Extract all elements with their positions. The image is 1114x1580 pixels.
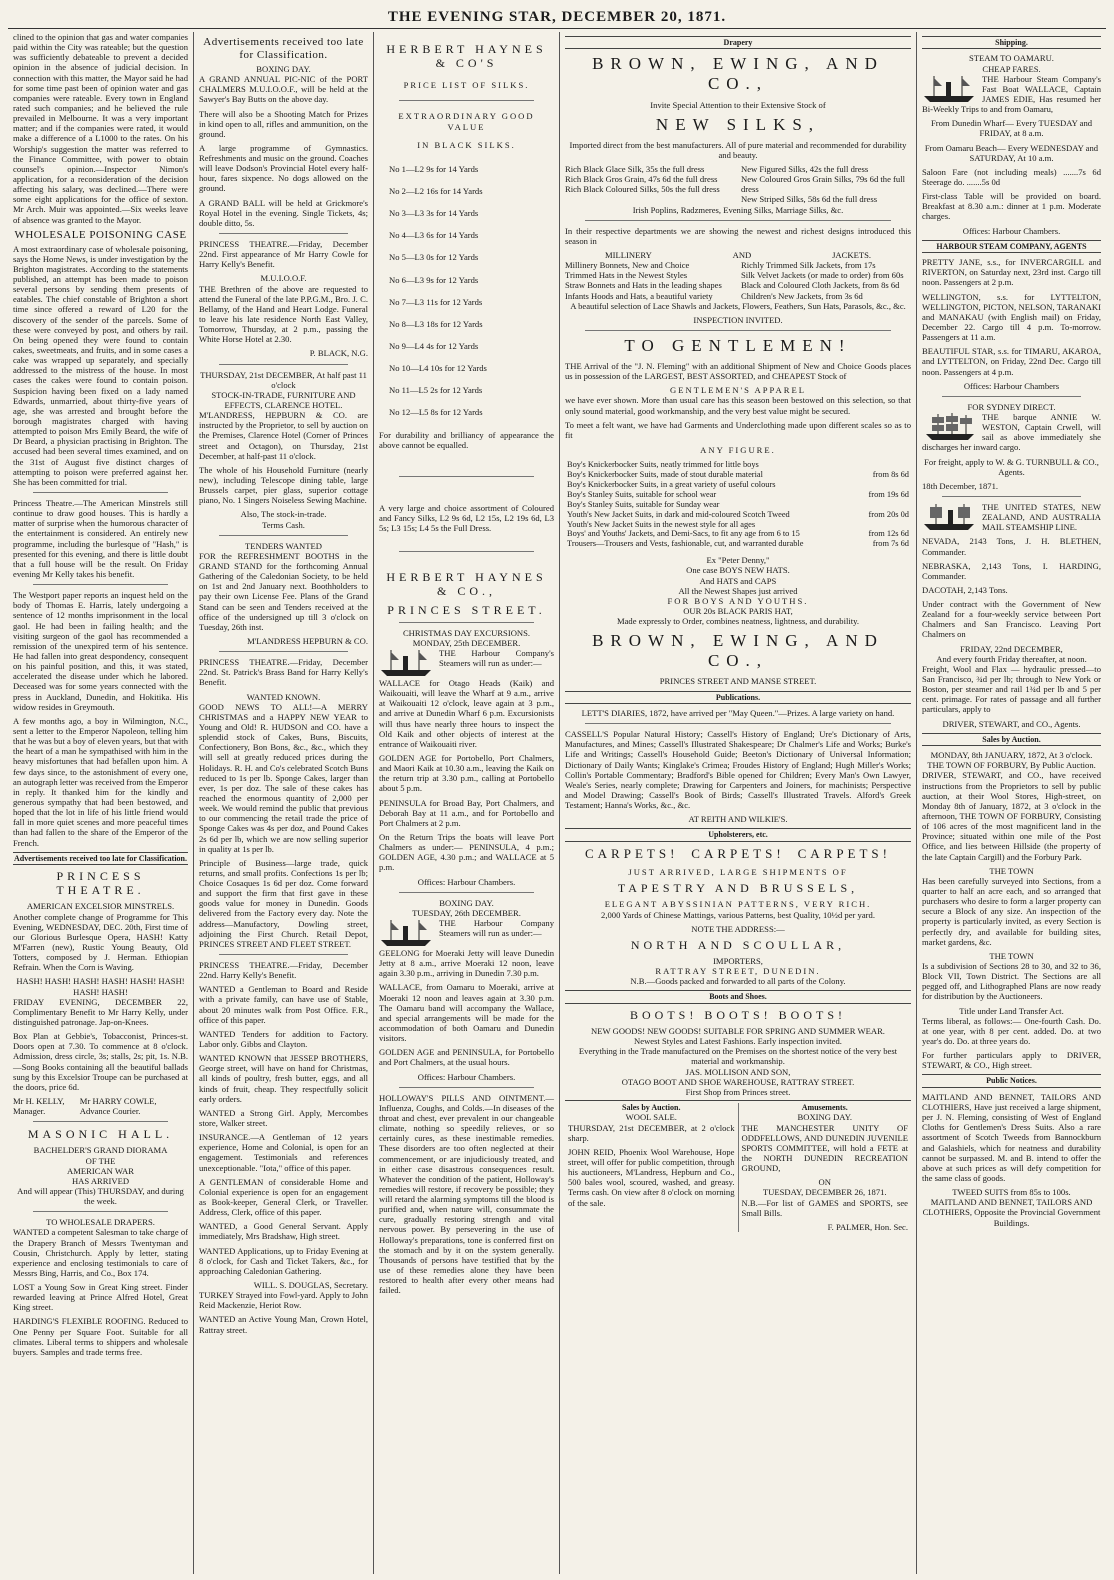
- ad-title: BOOTS! BOOTS! BOOTS!: [629, 1007, 846, 1022]
- ad-text: THE barque ANNIE W. WESTON, Captain Crwell, will sail as above immediately she discharges her inward cargo.: [922, 411, 1101, 453]
- suit-price: from 20s 0d: [868, 509, 909, 519]
- column-3: [374, 32, 560, 1574]
- ad-text: WANTED KNOWN that JESSEP BROTHERS, George street, will have on hand for Christmas, all kinds of poultry, fresh butter, eggs, and all kinds of fruit, cheap. They respectfully solicit early orders.: [199, 1053, 368, 1104]
- ad-text: And every fourth Friday thereafter, at noon.: [936, 653, 1087, 664]
- ad-text: Newest Styles and Latest Fashions. Early inspection invited.: [634, 1036, 842, 1047]
- ad-title: FOR BOYS AND YOUTHS.: [667, 595, 809, 606]
- divider: [399, 1087, 534, 1088]
- list-item: Rich Black Gros Grain, 47s 6d the full dress: [565, 174, 718, 185]
- ad-text: There will also be a Shooting Match for Prizes in kind open to all, rifles and ammunition, on the ground.: [199, 108, 368, 139]
- ad-text: MAITLAND AND BENNET, TAILORS AND CLOTHIERS, Have just received a large shipment, per J. N. Fleming, consisting of West of England Cloths for Gentlemen's Dress Suits. Also a rare assortment of Scotch Tweeds from Bannockburn and Galashiels, which for neatness and durability cannot be surpassed. M. and B. intend to offer the above at such prices as will defy competition for the same class of goods.: [922, 1091, 1101, 1183]
- ad-text: HARDING'S FLEXIBLE ROOFING. Reduced to One Penny per Square Foot. Suitable for all climates. Liberal terms to shippers and wholesale buyers. Samples and trade terms free.: [13, 1316, 188, 1357]
- suit-price: [857, 500, 911, 510]
- ad-text: JACKETS.: [832, 249, 871, 260]
- ad-text: Under contract with the Government of New Zealand for a four-weekly service between Port Chalmers and San Francisco. Leaving Port Chalmers on: [922, 599, 1101, 640]
- ad-text: OUR 20s BLACK PARIS HAT,: [683, 606, 793, 616]
- article-text: The Westport paper reports an inquest held on the body of Thomas E. Harris, lately undergoing a sentence of 12 months imprisonment in the local gaol. He had been in failing health; and the visiting surgeon of the gaol has recommended a remission of the unexpired term of his sentence. He had fallen into great despondency, consequent on his painful position, and this, it was stated, accelerated the disease under which he labored. Deceased was for some years connected with the press in Auckland, Dunedin, and Hokitika. His widow resides in Greymouth.: [13, 590, 188, 712]
- column-1: [8, 32, 194, 1574]
- ad-text: THE Arrival of the "J. N. Fleming" with an additional Shipment of New and Choice Goods places us in possession of the LARGEST, BEST ASSORTED, and CHEAPEST Stock of: [565, 361, 911, 382]
- ad-title: STOCK-IN-TRADE, FURNITURE AND EFFECTS, CLARENCE HOTEL.: [211, 389, 356, 411]
- ad-text: NEW GOODS! NEW GOODS! SUITABLE FOR SPRING AND SUMMER WEAR.: [591, 1026, 885, 1037]
- list-item: Rich Black Coloured Silks, 50s the full dress: [565, 184, 720, 195]
- table-row: [565, 490, 911, 500]
- ad-text: TURKEY Strayed into Fowl-yard. Apply to John Reid Mackenzie, Heriot Row.: [199, 1290, 368, 1311]
- carpets-row: [565, 846, 911, 861]
- ad-text: FRIDAY EVENING, DECEMBER 22, Complimentary Benefit to Mr Harry Kelly, under distinguished patronage. Jap-on-Knees.: [13, 996, 188, 1027]
- ad-text: Imported direct from the best manufacturers. All of pure material and recommended for durability and beauty.: [569, 139, 907, 160]
- ad-text: WANTED a Strong Girl. Apply, Mercombes store, Walker street.: [199, 1107, 368, 1129]
- ad-text: From Dunedin Wharf— Every TUESDAY and FRIDAY, at 8 a.m.: [930, 118, 1093, 139]
- suit-description: Boy's Stanley Suits, suitable for school wear: [567, 489, 717, 499]
- ad-title: CARPETS!: [691, 845, 785, 861]
- ad-text: NEVADA, 2143 Tons, J. H. BLETHEN, Commander.: [922, 536, 1101, 557]
- divider: [942, 396, 1081, 397]
- ad-text: LOST a Young Sow in Great King street. Finder rewarded leaving at Prince Alfred Hotel, Great King street.: [13, 1282, 188, 1313]
- ad-text: Offices: Harbour Chambers.: [417, 876, 516, 887]
- ad-text: Title under Land Transfer Act.: [959, 1005, 1064, 1016]
- ad-text: HASH! HASH! HASH! HASH! HASH! HASH! HASH! HASH!: [16, 976, 185, 997]
- ad-text: BACHELDER'S GRAND DIORAMA: [33, 1145, 168, 1156]
- ad-text: For further particulars apply to DRIVER, STEWART, & CO., High street.: [922, 1050, 1101, 1071]
- ad-text: DRIVER, STEWART, and CO., have received instructions from the Proprietors to sell by public auction, at their Wool Stores, High-street, on Monday 8th of January, 1872, at 3 o'clock in the afternoon, THE TOWN OF FORBURY, Consisting of 106 acres of the most magnificent land in the Province; situated within one mile of the Post Office, and lies between Hillside (the property of the late Captain Cargill) and the Forbury Park.: [922, 770, 1101, 862]
- divider: [219, 535, 348, 536]
- ad-text: RATTRAY STREET, DUNEDIN.: [655, 966, 821, 977]
- divider: [399, 551, 534, 552]
- ad-title: TO GENTLEMEN!: [624, 335, 852, 355]
- ad-text: WANTED a Gentleman to Board and Reside with a private family, can have use of Stable, about 20 minutes walk from Post Office. F.R., office of this paper.: [199, 984, 368, 1025]
- ad-title: BROWN, EWING, AND CO.,: [592, 54, 884, 94]
- ad-text: IMPORTERS,: [713, 956, 763, 966]
- ad-text: BEAUTIFUL STAR, s.s. for TIMARU, AKAROA, and LYTTELTON, on Friday, 22nd Dec. Cargo till noon. Passengers at 4 p.m.: [922, 346, 1101, 377]
- ad-text: Ex "Peter Denny,": [706, 555, 770, 566]
- ad-title: IN BLACK SILKS.: [417, 139, 516, 150]
- ad-text: Is a subdivision of Sections 28 to 30, and 32 to 36, Block VII, Town District. The Sections are all pegged off, and Lithographed Plans are now ready for distribution by the Auctioneers.: [922, 961, 1101, 1002]
- article-text: Princess Theatre.—The American Minstrels still continue to draw good houses. This is hardly a matter of surprise when the humorous character of the entertainment is considered. An entirely new programme, including the burlesque of "Hash," is presented for this evening, and there is little doubt that a full house will be the result. On Friday evening Mr Kelly takes his benefit.: [13, 498, 188, 579]
- ad-text: Offices: Harbour Chambers.: [962, 225, 1061, 236]
- ad-signatures: [13, 1096, 188, 1116]
- silk-price-item: No 4—L3 6s for 14 Yards: [389, 230, 479, 241]
- masthead: THE EVENING STAR, DECEMBER 20, 1871.: [8, 6, 1106, 29]
- ad-text: A GENTLEMAN of considerable Home and Colonial experience is open for an engagement as Book-keeper, General Clerk, or Traveller. Address, Clerk, office of this paper.: [199, 1176, 368, 1218]
- ad-title: BOXING DAY.: [439, 897, 494, 908]
- section-head: Sales by Auction.: [622, 1103, 681, 1112]
- ad-title: THE TOWN OF FORBURY, By Public Auction.: [927, 760, 1096, 771]
- ad-text: WELLINGTON, s.s. for LYTTELTON, WELLINGTON, PICTON, NELSON, TARANAKI and MANAKAU (with English mail) on Friday, December 22. Cargo till 4 p.m. To-morrow. Passengers at 11 a.m.: [922, 291, 1101, 343]
- ad-title: HERBERT HAYNES & CO'S: [386, 42, 547, 71]
- suit-price: from 8s 6d: [872, 470, 909, 480]
- bottom-split: [565, 1100, 911, 1232]
- ad-text: AT REITH AND WILKIE'S.: [688, 814, 788, 825]
- ad-text: Made expressly to Order, combines neatness, lightness, and durability.: [616, 616, 860, 627]
- ad-text: THURSDAY, 21st DECEMBER, at 2 o'clock sharp.: [568, 1122, 735, 1143]
- ad-text: Invite Special Attention to their Extensive Stock of: [650, 99, 826, 110]
- table-row: [565, 460, 911, 470]
- ad-text: HAS ARRIVED: [71, 1175, 130, 1186]
- section-head: Amusements.: [801, 1103, 848, 1112]
- ad-text: THURSDAY, 21st DECEMBER, At half past 11 o'clock: [200, 369, 367, 390]
- suit-price: from 19s 6d: [868, 489, 909, 499]
- suits-price-table: [565, 460, 911, 549]
- ad-text: PRINCES STREET AND MANSE STREET.: [659, 676, 817, 687]
- ad-title: HERBERT HAYNES & CO.,: [386, 570, 547, 599]
- ad-text: WANTED Tenders for addition to Factory. Labor only. Gibbs and Clayton.: [199, 1028, 368, 1050]
- ad-title: STEAM TO OAMARU.: [969, 53, 1054, 64]
- article-text: clined to the opinion that gas and water companies paid within the City was rateable; but the question was sufficiently debateable to prevent a decided opinion in the absence of judicial decision. In connection with this matter, the Mayor said he had for some time past been of opinion water and gas companies were rateable. Every town in England rated such companies; and he believed the rule prevailed in Melbourne. It was a very important matter; and if the companies were rated, it would make a difference of a L1000 to the rates. On his Worship's suggestion the matter was referred to the Finance Committee, with power to obtain counsel's opinion.—Inspector Nimon's application, for a reconsideration of the decision affecting his salary, was declined.—There were some eight applications for the office of sexton. Mr Arch. Muir was appointed.—Six weeks leave of absence was granted to the Mayor.: [13, 32, 188, 225]
- ad-title: WOOL SALE.: [625, 1112, 677, 1123]
- ad-text: Mr HARRY COWLE, Advance Courier.: [79, 1095, 157, 1117]
- ad-text: PRETTY JANE, s.s., for INVERCARGILL and RIVERTON, on Saturday next, 23rd inst. Cargo till noon. Passengers at 2 p.m.: [922, 257, 1101, 288]
- list-item: Straw Bonnets and Hats in the leading shapes: [565, 280, 722, 291]
- ad-text: TUESDAY, DECEMBER 26, 1871.: [762, 1187, 887, 1198]
- column-4: [560, 32, 917, 1574]
- silk-price-item: No 2—L2 16s for 14 Yards: [389, 186, 483, 197]
- silk-price-item: No 7—L3 11s for 12 Yards: [389, 296, 483, 307]
- ad-text: Terms liberal, as follows:— One-fourth Cash. Do. at one year, with 8 per cent. added. Do. at two year's do. Do. at three years do.: [922, 1015, 1101, 1046]
- table-row: [565, 470, 911, 480]
- table-row: [565, 529, 911, 539]
- suit-description: Boy's Knickerbocker Suits, neatly trimmed for little boys: [567, 460, 759, 470]
- ad-title: CHEAP FARES.: [982, 63, 1041, 74]
- suit-description: Boy's Knickerbocker Suits, in a great variety of useful colours: [567, 479, 776, 489]
- ad-text: GEELONG for Moeraki Jetty will leave Dunedin Jetty at 8 a.m., arrive Moeraki 12 noon, leave again 3.30 p.m., arriving in Dunedin 7.30 p.m.: [379, 947, 554, 979]
- ad-text: A large programme of Gymnastics. Refreshments and music on the ground. Coaches will leave Dodson's Provincial Hotel every half-hour, fares sixpence. No dogs allowed on the ground.: [199, 142, 368, 194]
- ad-text: M'LANDRESS, HEPBURN & CO. are instructed by the Proprietor, to sell by auction on the Premises, Clarence Hotel (Corner of Princes street and Octagon), on Thursday, 21st December, at half-past 11 o'clock.: [199, 410, 368, 461]
- list-item: Black and Coloured Cloth Jackets, from 8s 6d: [741, 280, 900, 291]
- ad-title: NEW SILKS,: [655, 114, 821, 134]
- ad-text: Principle of Business—large trade, quick returns, and small profits. Confections 1s per lb; Choice Cosaques 1s 6d per doz. Come forward and support the firm that first gave in these goods value for money in Dunedin. Goods delivered from the Factory every day. Note the address—Manufactory, Dowling street, adjoining the First Church. Retail Depot, PRINCES STREET AND FLEET STREET.: [199, 857, 368, 949]
- silk-price-item: No 10—L4 10s for 12 Yards: [389, 363, 487, 374]
- millinery-headings: [565, 250, 911, 260]
- column-2: [194, 32, 374, 1574]
- ad-subtitle: AMERICAN EXCELSIOR MINSTRELS.: [26, 901, 175, 912]
- divider: [585, 220, 891, 221]
- ad-title: TO WHOLESALE DRAPERS.: [46, 1217, 155, 1228]
- ad-text: 2,000 Yards of Chinese Mattings, various Patterns, best Quality, 10½d per yard.: [601, 909, 875, 920]
- ad-text: Freight, Wool and Flax — hydraulic pressed—to San Francisco, ¾d per lb; through to New York or Boston, per steamer and rail 1¾d per lb and 5 per cent. primage. For rates of passage and all further particulars, apply to: [922, 663, 1101, 715]
- divider: [942, 496, 1081, 497]
- divider: [219, 233, 348, 234]
- suit-price: [857, 520, 911, 530]
- ad-title: EXTRAORDINARY GOOD VALUE: [398, 111, 535, 132]
- list-item: Rich Black Glace Silk, 35s the full dress: [565, 164, 705, 174]
- ad-text: JUST ARRIVED, LARGE SHIPMENTS OF: [628, 867, 848, 878]
- divider: [399, 100, 534, 101]
- ad-text: A GRAND ANNUAL PIC-NIC of the PORT CHALMERS M.U.I.O.O.F., will be held at the Sawyer's Bay Butts on the above day.: [199, 74, 368, 105]
- ad-text: PRINCESS THEATRE.—Friday, December 22nd. Harry Kelly's Benefit.: [199, 960, 368, 981]
- sales-box: [565, 1103, 739, 1232]
- ad-text: GOLDEN AGE and PENINSULA, for Portobello and Port Chalmers, at the usual hours.: [379, 1047, 554, 1068]
- ad-text: PRINCESS THEATRE.—Friday, December 22nd. First appearance of Mr Harry Cowle for Harry Kelly's Benefit.: [199, 239, 368, 270]
- ad-text: First-class Table will be provided on board. Breakfast at 8.30 a.m.: dinner at 1 p.m. Moderate charges.: [922, 191, 1101, 222]
- ad-signature: M'LANDRESS HEPBURN & CO.: [247, 635, 368, 646]
- silk-price-item: No 5—L3 0s for 12 Yards: [389, 252, 479, 263]
- headline: WHOLESALE POISONING CASE: [14, 228, 187, 241]
- ad-text: JOHN REID, Phoenix Wool Warehouse, Hope street, will offer for public competition, through his auctioneers, M'Landress, Hepburn and Co., 500 bales wool, scoured, washed, and greasy. Terms cash. On view after 8 o'clock on morning of the sale.: [568, 1146, 735, 1208]
- column-5: [917, 32, 1106, 1574]
- ad-text: INSURANCE.—A Gentleman of 12 years experience, Home and Colonial, is open for an engagement. Testimonials and references unexceptionable. "Iota," office of this paper.: [199, 1132, 368, 1173]
- suit-price: [857, 460, 911, 470]
- silk-price-item: No 6—L3 9s for 12 Yards: [389, 274, 479, 285]
- silk-price-item: No 11—L5 2s for 12 Yards: [389, 385, 483, 396]
- silk-price-item: No 3—L3 3s for 14 Yards: [389, 208, 479, 219]
- ad-text: OF THE: [85, 1155, 116, 1166]
- ad-text: we have ever shown. More than usual care has this season been bestowed on this selection, so that only sound material, good workmanship, and the very best value might be secured.: [565, 395, 911, 416]
- divider: [585, 330, 891, 331]
- ad-text: WALLACE for Otago Heads (Kaik) and Waikouaiti, will leave the Wharf at 9 a.m., arrive at Waikouaiti 12 o'clock, leave again at 3 p.m., and arrive at Dunedin Wharf 6 p.m. Excursionists will thus have nearly three hours to inspect the Old Kaik and other objects of interest at the entrance of Waikouaiti river.: [379, 678, 554, 749]
- silk-list-left: [565, 164, 735, 205]
- ad-signature: WILL. S. DOUGLAS, Secretary.: [253, 1279, 368, 1290]
- ad-title: MASONIC HALL.: [27, 1127, 174, 1142]
- ad-text: And HATS and CAPS: [699, 575, 777, 586]
- ad-text: LETT'S DIARIES, 1872, have arrived per "May Queen."—Prizes. A large variety on hand.: [581, 707, 895, 718]
- divider: [399, 892, 534, 893]
- steamship-icon: [922, 502, 978, 532]
- ad-text: MONDAY, 25th DECEMBER.: [412, 637, 521, 648]
- divider: [219, 954, 348, 955]
- table-row: [565, 510, 911, 520]
- ad-text: PRINCESS THEATRE.—Friday, December 22nd. St. Patrick's Brass Band for Harry Kelly's Benefit.: [199, 657, 368, 688]
- section-head: Drapery: [565, 36, 911, 49]
- ad-text: Offices: Harbour Chambers: [963, 380, 1060, 391]
- divider: [585, 723, 891, 724]
- ad-text: All the Newest Shapes just arrived: [678, 585, 798, 596]
- ad-text: ON: [818, 1177, 831, 1188]
- section-head: Upholsterers, etc.: [565, 828, 911, 841]
- ad-title: CHRISTMAS DAY EXCURSIONS.: [402, 627, 531, 638]
- ad-text: THE TOWN: [989, 865, 1034, 876]
- suit-description: Boys' and Youths' Jackets, and Demi-Sacs, to fit any age from 6 to 15: [567, 529, 800, 539]
- divider: [33, 1211, 168, 1212]
- ad-text: FRIDAY, 22nd DECEMBER,: [960, 643, 1063, 654]
- ad-text: THE MANCHESTER UNITY OF ODDFELLOWS, AND DUNEDIN JUVENILE SPORTS COMMITTEE, will hold a FETE at the NORTH DUNEDIN RECREATION GROUND,: [741, 1122, 908, 1174]
- ad-title: TAPESTRY AND BRUSSELS,: [617, 881, 859, 896]
- ad-text: To meet a felt want, we have had Garments and Underclothing made upon different scales so as to fit: [565, 419, 911, 440]
- ad-text: Terms Cash.: [262, 519, 305, 530]
- silk-price-item: No 1—L2 9s for 14 Yards: [389, 163, 479, 174]
- section-head: Shipping.: [922, 36, 1101, 49]
- silk-price-item: No 12—L5 8s for 12 Yards: [389, 407, 483, 418]
- suit-description: Youth's New Jacket Suits in the newest style for all ages: [567, 519, 756, 529]
- steamer-icon: [379, 648, 435, 678]
- suit-description: Boy's Knickerbocker Suits, made of stout durable material: [567, 470, 763, 480]
- ad-text: For freight, apply to W. & G. TURNBULL & CO., Agents.: [924, 456, 1099, 477]
- suit-price: from 12s 6d: [868, 529, 909, 539]
- barque-icon: [922, 412, 978, 442]
- ad-title: PRINCESS THEATRE.: [56, 869, 145, 898]
- ad-text: Another complete change of Programme for This Evening, WEDNESDAY, DEC. 20th, First time of our Glorious Burlesque Opera, HASH! Katty M'Farren (new), Rustic Young Beauty, Old Totters, composed by J. Herman. Ethiopian Refrain. When the Corn is Waving.: [13, 911, 188, 973]
- table-row: [565, 500, 911, 510]
- list-item: Richly Trimmed Silk Jackets, from 17s: [741, 260, 876, 271]
- list-item: Trimmed Hats in the Newest Styles: [565, 270, 688, 281]
- ad-text: THE Brethren of the above are requested to attend the Funeral of the late P.P.G.M., Bro. J. C. Bellamy, of the Hand and Heart Lodge. Funeral to leave his late residence North East Valley, Tomorrow, Thursday, at 2 p.m., passing the White Horse Hotel at 2.30.: [199, 283, 368, 345]
- ad-text: FOR the REFRESHMENT BOOTHS in the GRAND STAND for the forthcoming Annual Gathering of the Caledonian Society, to be held on 1st and 2nd January next. Boothholders to pay their own License Fee. Plans of the Grand Stand can be seen and Tenders received at the office of the undersigned up till 3 o'clock on Tuesday, 26th inst.: [199, 550, 368, 632]
- ad-text: Saloon Fare (not including meals) .......7s 6d Steerage do. .......5s 0d: [922, 166, 1101, 187]
- suit-description: Boy's Stanley Suits, suitable for Sunday wear: [567, 499, 720, 509]
- list-item: New Figured Silks, 42s the full dress: [741, 164, 869, 174]
- ad-text: GOOD NEWS TO ALL!—A MERRY CHRISTMAS and a HAPPY NEW YEAR to Young and Old! R. HUDSON and CO. have a splendid stock of Cakes, Buns, Biscuits, Confectionery, Bon Bons, &c., &c., which they will sell at greatly reduced prices during the Holidays. R. H. and Co's celebrated Scotch Buns reduced to 1s per lb. Sponge Cakes, larger than ever, 1s per doz. The sale of these cakes has reached the enormous quantity of 2,000 per week. We would remind the public that previous to our commencing the retail trade the price of Sponge Cakes was 4s per doz, and Pound Cakes 2s 6d per lb, which we are now selling superior in quality at 1s per lb.: [199, 701, 368, 854]
- ad-text: On the Return Trips the boats will leave Port Chalmers as under:— PENINSULA, 4 p.m.; GOLDEN AGE, 4.30 p.m.; and WALLACE at 5 p.m.: [379, 831, 554, 873]
- ad-text: A GRAND BALL will be held at Grickmore's Royal Hotel in the evening. Single Tickets, 4s; double ditto, 5s.: [199, 197, 368, 228]
- section-head: Publications.: [565, 691, 911, 704]
- table-row: [565, 520, 911, 530]
- ad-text: Box Plan at Gebbie's, Tobacconist, Princes-st. Doors open at 7.30. To commence at 8 o'clock. Admission, dress circle, 3s; stalls, 2s; pit, 1s. N.B.—Song Books containing all the beautiful ballads sung by this Excelsior Troupe can be purchased at the doors, price 6d.: [13, 1031, 188, 1092]
- ad-title: TENDERS WANTED: [245, 540, 322, 551]
- ad-title: CARPETS!: [585, 845, 679, 861]
- ad-text: INSPECTION INVITED.: [693, 314, 783, 325]
- ad-text: MILLINERY: [605, 249, 652, 260]
- divider: [219, 651, 348, 652]
- list-item: Children's New Jackets, from 3s 6d: [741, 290, 863, 301]
- silk-price-list: [379, 164, 554, 418]
- millinery-list-left: [565, 260, 735, 301]
- divider: [33, 1121, 168, 1122]
- list-item: New Coloured Gros Grain Silks, 79s 6d the full dress: [741, 174, 905, 195]
- ad-text: TUESDAY, 26th DECEMBER.: [412, 907, 521, 918]
- ad-text: HOLLOWAY'S PILLS AND OINTMENT.—Influenza, Coughs, and Colds.—In diseases of the throat and chest, ever prevalent in our changeable climate, nothing so speedily relieves, or so certainly cures, as these inestimable remedies. These disorders are too often neglected at their commencement, or are injudiciously treated, and in either case disastrous consequences result. Whatever the condition of the patient, Holloway's remedies will restore, if recovery be possible; they will retard the alarming symptoms till the blood is purified and, when nature will, consummate the cure, gradually restoring strength and vital nervous power. By persevering in the use of Holloway's preparations, tone is conferred first on the stomach and by it on the system generally. Thousands of persons have testified that by the use of these remedies alone they have been restored to health after every other means had failed.: [379, 1092, 554, 1296]
- silk-price-item: No 9—L4 4s for 12 Yards: [389, 341, 479, 351]
- suit-description: Youth's New Jacket Suits, in dark and mid-coloured Scotch Tweed: [567, 509, 790, 519]
- ad-text: CASSELL'S Popular Natural History; Cassell's History of England; Ure's Dictionary of Arts, Manufactures, and Mines; Cassell's Illustrated Shakespeare; Dr Chalmer's Life and Works; Burke's Life and Writings; Cassell's Household Guide; Beeton's Dictionary of Universal Information; Dictionary of Daily Wants; Kinglake's Crimea; Froudes History of England; Hugh Miller's Works; Collin's Portable Commentary; Bradford's Bible opened for Children; Every Man's Own Lawyer, Weale's Series, nearly complete; Drawing for Carpenters and Joiners, for machinists; Perspective and Model Drawing; Cassell's Book of Birds; Cassell's Illustrated Travels. Alford's Greek Testament; Hanna's Works, &c., &c.: [565, 729, 911, 811]
- ad-text: OTAGO BOOT AND SHOE WAREHOUSE, RATTRAY STREET.: [621, 1076, 855, 1087]
- ad-text: GOLDEN AGE for Portobello, Port Chalmers, and Maori Kaik at 10.30 a.m., leaving the Kaik on the return trip at 3.30 p.m., calling at Portobello about 5 p.m.: [379, 753, 554, 794]
- ad-text: The whole of his Household Furniture (nearly new), including Telescope dining table, large Brussels carpet, pier glass, superior cottage piano, No. 1 Singers Noiseless Sewing Machine.: [199, 464, 368, 506]
- suit-description: Trousers—Trousers and Vests, fashionable, cut, and warranted durable: [567, 539, 804, 549]
- ad-text: N.B.—For list of GAMES and SPORTS, see Small Bills.: [741, 1197, 908, 1218]
- suit-price: from 7s 6d: [872, 539, 909, 549]
- ad-text: Mr H. KELLY, Manager.: [13, 1095, 65, 1117]
- ad-text: NEBRASKA, 2,143 Tons, I. HARDING, Commander.: [922, 560, 1101, 581]
- ad-text: Irish Poplins, Radzmeres, Evening Silks, Marriage Silks, &c.: [632, 204, 844, 215]
- section-head: HARBOUR STEAM COMPANY, AGENTS: [922, 240, 1101, 253]
- ad-title: CARPETS!: [797, 845, 891, 861]
- ad-text: In their respective departments we are showing the newest and richest designs introduced this season in: [565, 225, 911, 246]
- ad-text: NOTE THE ADDRESS:—: [691, 923, 785, 934]
- ad-text: DACOTAH, 2,143 Tons.: [922, 584, 1008, 595]
- ad-text: WANTED an Active Young Man, Crown Hotel, Rattray street.: [199, 1314, 368, 1335]
- divider: [399, 476, 534, 477]
- jackets-list-right: [741, 260, 911, 301]
- ad-title: BROWN, EWING, AND CO.,: [592, 631, 884, 671]
- section-head: Public Notices.: [922, 1074, 1101, 1087]
- ad-text: THE TOWN: [989, 950, 1034, 961]
- list-item: Infants Hoods and Hats, a beautiful variety: [565, 290, 713, 301]
- article-text: A most extraordinary case of wholesale poisoning, says the Home News, is under investigation by the Brighton magistrates. According to the statements published, an attempt has been made to poison several persons by sending them presents of eatables. The chief constable of Brighton a short time since offered a reward of L20 for the discovery of the sender of the parcels. Some of these were conveyed by post, and others by rail. On being opened they were found to contain cakes, sweetmeats, and fruits, and in some cases a cake was wrapped up separately, and specially addressed to the mistress of the house. In most cases the cakes were found to contain poison. Suspicion having been fixed on a lady named Edwards, unmarried, about thirty-five years of age, she was arrested and brought before the borough magistrates charged with having attempted to poison Mrs Emily Beard, the wife of Dr Beard, a physician practising in Brighton. The accused had been several times examined, and on the 31st of August five distinct charges of attempting to poison were preferred against her. She has been committed for trial.: [13, 243, 188, 487]
- ad-title: FOR SYDNEY DIRECT.: [967, 401, 1056, 412]
- ad-text: WANTED, a Good General Servant. Apply immediately, Mrs Bradshaw, High street.: [199, 1221, 368, 1242]
- ad-text: One case BOYS NEW HATS.: [686, 565, 790, 576]
- ad-title: NORTH AND SCOULLAR,: [630, 937, 846, 952]
- silk-list-right: [741, 164, 911, 205]
- steamer-icon: [922, 74, 978, 104]
- suit-price: [857, 480, 911, 490]
- divider: [33, 492, 168, 493]
- ad-text: MONDAY, 8th JANUARY, 1872, At 3 o'clock.: [930, 750, 1093, 761]
- ad-signature: P. BLACK, N.G.: [309, 348, 368, 359]
- ad-text: Everything in the Trade manufactured on the Premises on the shortest notice of the very best material and workmanship.: [578, 1046, 898, 1067]
- ad-title: GENTLEMEN'S APPAREL: [670, 385, 806, 396]
- section-head: Advertisements received too late for Classification.: [13, 852, 188, 865]
- ad-text: 18th December, 1871.: [922, 480, 999, 491]
- section-head: Advertisements received too late for Classification.: [203, 36, 364, 61]
- ad-text: AMERICAN WAR: [67, 1165, 134, 1176]
- ad-text: Also, The stock-in-trade.: [240, 509, 327, 520]
- list-item: New Striped Silks, 58s 6d the full dress: [741, 194, 878, 205]
- silk-table: [565, 164, 911, 205]
- millinery-table: [565, 260, 911, 301]
- ad-text: MAITLAND AND BENNET, TAILORS AND CLOTHIERS, Opposite the Provincial Government Buildings.: [922, 1197, 1101, 1228]
- ad-title: WANTED KNOWN.: [246, 691, 321, 702]
- ad-signature: F. PALMER, Hon. Sec.: [827, 1221, 908, 1232]
- list-item: Millinery Bonnets, New and Choice: [565, 260, 690, 271]
- ad-title: PRINCES STREET.: [387, 602, 546, 617]
- section-head: Sales by Auction.: [922, 733, 1101, 746]
- ad-title: M.U.I.O.O.F.: [260, 273, 307, 284]
- ad-text: PENINSULA for Broad Bay, Port Chalmers, and Deborah Bay at 11 a.m., and for Portobello and Port Chalmers at 2 p.m.: [379, 797, 554, 828]
- ad-text: THE Harbour Company Steamers will run as under:—: [379, 918, 554, 938]
- divider: [219, 364, 348, 365]
- ad-text: From Oamaru Beach— Every WEDNESDAY and SATURDAY, At 10 a.m.: [924, 142, 1099, 163]
- ad-text: N.B.—Goods packed and forwarded to all parts of the Colony.: [630, 976, 846, 987]
- ad-title: ANY FIGURE.: [700, 445, 776, 455]
- divider: [33, 584, 168, 585]
- list-item: Silk Velvet Jackets (or made to order) from 60s: [741, 270, 904, 281]
- amusements-box: [739, 1103, 912, 1232]
- divider: [399, 622, 534, 623]
- table-row: [565, 539, 911, 549]
- ad-text: THE UNITED STATES, NEW ZEALAND, AND AUSTRALIA MAIL STEAMSHIP LINE.: [922, 502, 1101, 532]
- ad-text: For durability and brilliancy of appearance the above cannot be equalled.: [379, 429, 554, 450]
- ad-text: WANTED a competent Salesman to take charge of the Drapery Branch of Messrs Twentyman and Cousin, Christchurch. Apply by letter, stating experience and enclosing testimonials to care of Messrs Bing, Harris, and Co., Box 174.: [13, 1227, 188, 1278]
- ad-title: BOXING DAY.: [797, 1112, 852, 1123]
- ad-title: PRICE LIST OF SILKS.: [403, 80, 530, 91]
- ad-text: AND: [732, 249, 752, 260]
- ad-text: And will appear (This) THURSDAY, and during the week.: [17, 1185, 184, 1207]
- steamer-icon: [379, 918, 435, 948]
- ad-text: Offices: Harbour Chambers.: [417, 1071, 516, 1082]
- ad-text: JAS. MOLLISON AND SON,: [685, 1066, 791, 1077]
- ad-text: DRIVER, STEWART, and CO., Agents.: [942, 718, 1081, 729]
- ad-text: First Shop from Princes street.: [685, 1086, 791, 1097]
- table-row: [565, 480, 911, 490]
- article-text: A few months ago, a boy in Wilmington, N.C., sent a letter to the Emperor Napoleon, telling him that he was but a boy of eleven years, but that with the heart of a man he sympathised with him in the heavy misfortunes that had befallen upon him. A few days since, to the astonishment of every one, an autograph letter was received from the Emperor in reply. It thanked him for the kindly and generous sympathy that had been bestowed, and hoped that the lot in life of his little friend would fall in more quiet scenes and more peaceful times than had fallen to the share of the Emperor of the French.: [13, 715, 188, 848]
- ad-text: WALLACE, from Oamaru to Moeraki, arrive at Moeraki 12 noon and leaves again at 3.30 p.m. The Oamaru band will accompany the Wallace, and special arrangements will be made for the accommodation of both Oamaru and Dunedin visitors.: [379, 982, 554, 1044]
- ad-text: ELEGANT ABYSSINIAN PATTERNS, VERY RICH.: [604, 899, 872, 910]
- ad-text: THE Harbour Steam Company's Fast Boat WALLACE, Captain JAMES EDIE, Has resumed her Bi-Weekly Trips to and from Oamaru,: [922, 73, 1101, 115]
- ad-text: TWEED SUITS from 85s to 100s.: [952, 1187, 1071, 1198]
- silk-price-item: No 8—L3 18s for 12 Yards: [389, 318, 483, 329]
- ad-title: BOXING DAY.: [256, 63, 311, 74]
- ad-text: A beautiful selection of Lace Shawls and Jackets, Flowers, Feathers, Sun Hats, Parasols, &c., &c.: [570, 300, 906, 311]
- ad-text: WANTED Applications, up to Friday Evening at 8 o'clock, for Cash and Ticket Takers, &c., for approaching Caledonian Gathering.: [199, 1245, 368, 1276]
- columns: [8, 32, 1106, 1574]
- ad-text: Has been carefully surveyed into Sections, from a quarter to half an acre each, and so arranged that purchasers who desire to form a larger property can secure a Block of any size. An inspection of the property is particularly invited, as every Section is perfectly dry, and available for building sites, market gardens, &c.: [922, 875, 1101, 947]
- ad-text: THE Harbour Company's Steamers will run as under:—: [379, 648, 554, 668]
- ad-text: A very large and choice assortment of Coloured and Fancy Silks, L2 9s 6d, L2 15s, L2 19s 6d, L3 5s; L3 15s; L4 5s the Full Dress.: [379, 502, 554, 534]
- section-head: Boots and Shoes.: [565, 990, 911, 1003]
